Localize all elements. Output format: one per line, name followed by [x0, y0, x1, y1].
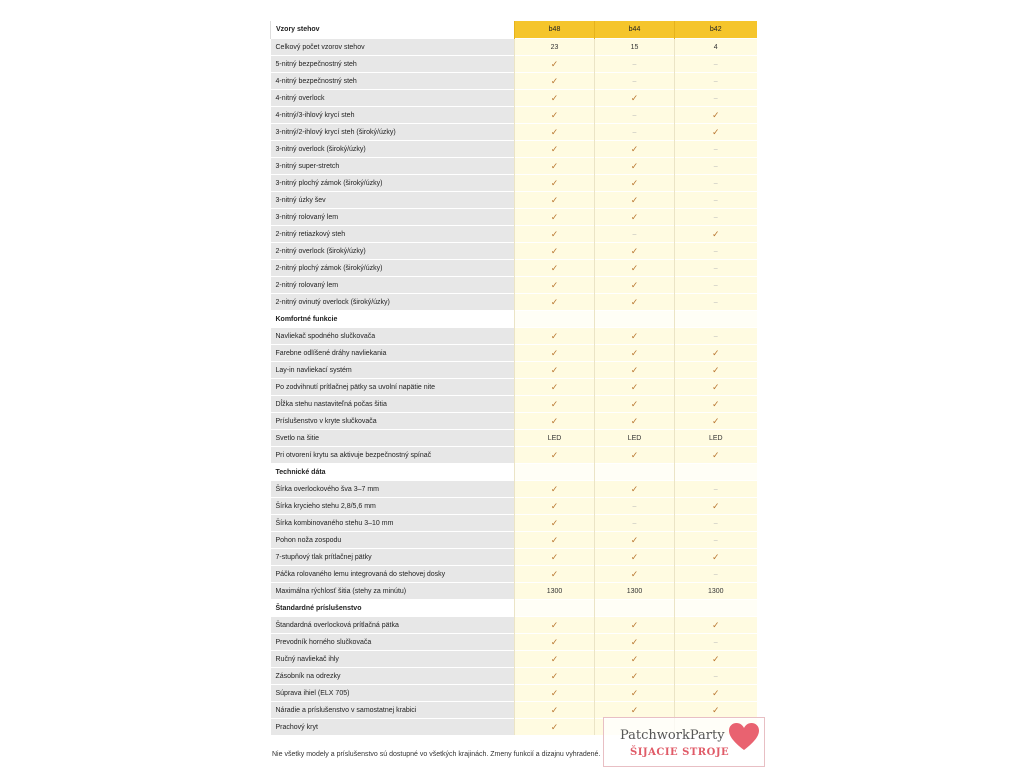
check-icon: ✓ [595, 175, 675, 192]
dash-icon: – [675, 260, 757, 277]
check-icon: ✓ [515, 702, 595, 719]
check-icon: ✓ [595, 481, 675, 498]
check-icon: ✓ [675, 447, 757, 464]
section-spacer-cell [595, 600, 675, 617]
dash-icon: – [675, 192, 757, 209]
section-spacer-cell [595, 311, 675, 328]
check-icon: ✓ [515, 379, 595, 396]
table-row [271, 328, 757, 345]
check-icon: ✓ [595, 294, 675, 311]
feature-label: Náradie a príslušenstvo v samostatnej krabici [271, 702, 515, 719]
check-icon: ✓ [595, 447, 675, 464]
model-header-b44: b44 [595, 21, 675, 39]
dash-icon: – [675, 158, 757, 175]
feature-label: Pri otvorení krytu sa aktivuje bezpečnostný spínač [271, 447, 515, 464]
table-row [271, 141, 757, 158]
feature-label: 2-nitný ovinutý overlock (široký/úzky) [271, 294, 515, 311]
feature-label: Šírka overlockového šva 3–7 mm [271, 481, 515, 498]
dash-icon: – [675, 328, 757, 345]
table-row [271, 294, 757, 311]
section-title: Technické dáta [271, 464, 515, 481]
check-icon: ✓ [515, 396, 595, 413]
header-title: Vzory stehov [271, 21, 515, 39]
table-row [271, 175, 757, 192]
feature-label: Navliekač spodného slučkovača [271, 328, 515, 345]
table-row [271, 158, 757, 175]
table-row [271, 209, 757, 226]
check-icon: ✓ [515, 192, 595, 209]
table-row [271, 566, 757, 583]
check-icon: ✓ [675, 379, 757, 396]
value-cell: 1300 [675, 583, 757, 600]
check-icon: ✓ [675, 226, 757, 243]
dash-icon: – [675, 532, 757, 549]
check-icon: ✓ [595, 141, 675, 158]
table-row [271, 226, 757, 243]
check-icon: ✓ [515, 141, 595, 158]
check-icon: ✓ [515, 260, 595, 277]
feature-label: Príslušenstvo v kryte slučkovača [271, 413, 515, 430]
feature-label: 3-nitný super-stretch [271, 158, 515, 175]
check-icon: ✓ [515, 175, 595, 192]
value-cell: 4 [675, 39, 757, 56]
check-icon: ✓ [515, 634, 595, 651]
check-icon: ✓ [595, 158, 675, 175]
check-icon: ✓ [515, 447, 595, 464]
check-icon: ✓ [595, 702, 675, 719]
table-row [271, 379, 757, 396]
feature-label: Šírka kombinovaného stehu 3–10 mm [271, 515, 515, 532]
check-icon: ✓ [515, 498, 595, 515]
feature-label: 4-nitný bezpečnostný steh [271, 73, 515, 90]
feature-label: 2-nitný retiazkový steh [271, 226, 515, 243]
check-icon: ✓ [515, 362, 595, 379]
table-row [271, 362, 757, 379]
table-row [271, 107, 757, 124]
check-icon: ✓ [515, 515, 595, 532]
dash-icon: – [595, 73, 675, 90]
table-row [271, 39, 757, 56]
table-row [271, 260, 757, 277]
check-icon: ✓ [515, 413, 595, 430]
check-icon: ✓ [595, 617, 675, 634]
table-row [271, 549, 757, 566]
dash-icon: – [595, 56, 675, 73]
check-icon: ✓ [595, 379, 675, 396]
watermark-subtitle: ŠIJACIE STROJE [630, 747, 730, 758]
check-icon: ✓ [675, 413, 757, 430]
dash-icon: – [675, 56, 757, 73]
check-icon: ✓ [595, 566, 675, 583]
table-row [271, 651, 757, 668]
check-icon: ✓ [595, 685, 675, 702]
dash-icon: – [675, 515, 757, 532]
footnote: Nie všetky modely a príslušenstvo sú dostupné vo všetkých krajinách. Zmeny funkcií a dizajnu vyhradené. [272, 751, 601, 758]
dash-icon: – [595, 226, 675, 243]
feature-label: Šírka krycieho stehu 2,8/5,6 mm [271, 498, 515, 515]
dash-icon: – [595, 124, 675, 141]
table-row [271, 124, 757, 141]
dash-icon: – [675, 634, 757, 651]
check-icon: ✓ [515, 294, 595, 311]
feature-label: 3-nitný plochý zámok (široký/úzky) [271, 175, 515, 192]
check-icon: ✓ [675, 362, 757, 379]
check-icon: ✓ [515, 532, 595, 549]
feature-label: 4-nitný overlock [271, 90, 515, 107]
feature-label: Dĺžka stehu nastaviteľná počas šitia [271, 396, 515, 413]
table-row [271, 277, 757, 294]
check-icon: ✓ [675, 345, 757, 362]
check-icon: ✓ [595, 260, 675, 277]
dash-icon: – [595, 107, 675, 124]
table-row [271, 447, 757, 464]
value-cell: 15 [595, 39, 675, 56]
section-spacer-cell [595, 464, 675, 481]
table-row [271, 243, 757, 260]
check-icon: ✓ [675, 651, 757, 668]
feature-label: 2-nitný plochý zámok (široký/úzky) [271, 260, 515, 277]
section-spacer-cell [515, 311, 595, 328]
section-header-komfortne-funkcie [271, 311, 757, 328]
check-icon: ✓ [595, 532, 675, 549]
check-icon: ✓ [515, 481, 595, 498]
dash-icon: – [675, 209, 757, 226]
check-icon: ✓ [515, 549, 595, 566]
table-row [271, 90, 757, 107]
feature-label: Maximálna rýchlosť šitia (stehy za minútu) [271, 583, 515, 600]
dash-icon: – [595, 515, 675, 532]
feature-label: Páčka rolovaného lemu integrovaná do stehovej dosky [271, 566, 515, 583]
table-row [271, 498, 757, 515]
check-icon: ✓ [675, 617, 757, 634]
check-icon: ✓ [515, 124, 595, 141]
check-icon: ✓ [595, 328, 675, 345]
check-icon: ✓ [515, 90, 595, 107]
check-icon: ✓ [675, 124, 757, 141]
model-header-b42: b42 [675, 21, 757, 39]
feature-label: Zásobník na odrezky [271, 668, 515, 685]
table-row [271, 515, 757, 532]
check-icon: ✓ [595, 651, 675, 668]
section-header-technicke-data [271, 464, 757, 481]
value-cell: 1300 [595, 583, 675, 600]
check-icon: ✓ [515, 107, 595, 124]
table-row [271, 532, 757, 549]
check-icon: ✓ [675, 396, 757, 413]
check-icon: ✓ [595, 668, 675, 685]
section-spacer-cell [515, 600, 595, 617]
feature-label: Ručný navliekač ihly [271, 651, 515, 668]
section-spacer-cell [675, 600, 757, 617]
check-icon: ✓ [515, 56, 595, 73]
check-icon: ✓ [515, 685, 595, 702]
check-icon: ✓ [515, 226, 595, 243]
table-row [271, 396, 757, 413]
value-cell: 23 [515, 39, 595, 56]
watermark-name: PatchworkParty [620, 728, 725, 743]
value-cell: LED [675, 430, 757, 447]
comparison-table [270, 21, 757, 735]
check-icon: ✓ [515, 328, 595, 345]
feature-label: 5-nitný bezpečnostný steh [271, 56, 515, 73]
check-icon: ✓ [515, 566, 595, 583]
check-icon: ✓ [515, 345, 595, 362]
check-icon: ✓ [595, 396, 675, 413]
section-spacer-cell [515, 464, 595, 481]
table-row [271, 192, 757, 209]
table-row [271, 583, 757, 600]
feature-label: Prevodník horného slučkovača [271, 634, 515, 651]
check-icon: ✓ [515, 243, 595, 260]
table-row [271, 481, 757, 498]
dash-icon: – [675, 175, 757, 192]
check-icon: ✓ [515, 617, 595, 634]
feature-label: Štandardná overlocková prítlačná pätka [271, 617, 515, 634]
dash-icon: – [675, 481, 757, 498]
feature-label: 2-nitný overlock (široký/úzky) [271, 243, 515, 260]
check-icon: ✓ [595, 209, 675, 226]
feature-label: Súprava ihiel (ELX 705) [271, 685, 515, 702]
feature-label: 3-nitný rolovaný lem [271, 209, 515, 226]
check-icon: ✓ [595, 549, 675, 566]
check-icon: ✓ [515, 209, 595, 226]
model-header-b48: b48 [515, 21, 595, 39]
value-cell: LED [595, 430, 675, 447]
section-title: Komfortné funkcie [271, 311, 515, 328]
check-icon: ✓ [675, 702, 757, 719]
section-header-standardne-prislusenstvo [271, 600, 757, 617]
table-row [271, 430, 757, 447]
check-icon: ✓ [515, 158, 595, 175]
feature-label: Prachový kryt [271, 719, 515, 736]
check-icon: ✓ [675, 107, 757, 124]
check-icon: ✓ [675, 498, 757, 515]
table-row [271, 617, 757, 634]
dash-icon: – [675, 141, 757, 158]
dash-icon: – [675, 73, 757, 90]
check-icon: ✓ [675, 549, 757, 566]
table-row [271, 702, 757, 719]
check-icon: ✓ [595, 362, 675, 379]
dash-icon: – [675, 243, 757, 260]
check-icon: ✓ [515, 719, 595, 736]
check-icon: ✓ [595, 243, 675, 260]
check-icon: ✓ [595, 90, 675, 107]
check-icon: ✓ [595, 345, 675, 362]
feature-label: Farebne odlíšené dráhy navliekania [271, 345, 515, 362]
table-row [271, 634, 757, 651]
check-icon: ✓ [515, 668, 595, 685]
section-spacer-cell [675, 311, 757, 328]
heart-icon [728, 722, 760, 752]
section-spacer-cell [675, 464, 757, 481]
feature-label: 3-nitný overlock (široký/úzky) [271, 141, 515, 158]
feature-label: Pohon noža zospodu [271, 532, 515, 549]
feature-label: 4-nitný/3-ihlový krycí steh [271, 107, 515, 124]
check-icon: ✓ [595, 192, 675, 209]
table-row [271, 413, 757, 430]
table-row [271, 668, 757, 685]
table-row [271, 345, 757, 362]
feature-label: 3-nitný/2-ihlový krycí steh (široký/úzky) [271, 124, 515, 141]
dash-icon: – [675, 294, 757, 311]
feature-label: Lay-in navliekací systém [271, 362, 515, 379]
table-row [271, 73, 757, 90]
check-icon: ✓ [675, 685, 757, 702]
feature-label: 7-stupňový tlak prítlačnej pätky [271, 549, 515, 566]
section-title: Štandardné príslušenstvo [271, 600, 515, 617]
dash-icon: – [675, 566, 757, 583]
dash-icon: – [675, 277, 757, 294]
check-icon: ✓ [595, 277, 675, 294]
check-icon: ✓ [595, 634, 675, 651]
feature-label: Celkový počet vzorov stehov [271, 39, 515, 56]
check-icon: ✓ [515, 651, 595, 668]
check-icon: ✓ [515, 277, 595, 294]
header-row [271, 21, 757, 39]
dash-icon: – [595, 498, 675, 515]
value-cell: LED [515, 430, 595, 447]
check-icon: ✓ [595, 413, 675, 430]
feature-label: 2-nitný rolovaný lem [271, 277, 515, 294]
table-row [271, 685, 757, 702]
dash-icon: – [675, 90, 757, 107]
table-row [271, 56, 757, 73]
value-cell: 1300 [515, 583, 595, 600]
feature-label: 3-nitný úzky šev [271, 192, 515, 209]
check-icon: ✓ [515, 73, 595, 90]
feature-label: Po zodvihnutí prítlačnej pätky sa uvolní napätie nite [271, 379, 515, 396]
watermark-logo [603, 717, 765, 767]
dash-icon: – [675, 668, 757, 685]
feature-label: Svetlo na šitie [271, 430, 515, 447]
